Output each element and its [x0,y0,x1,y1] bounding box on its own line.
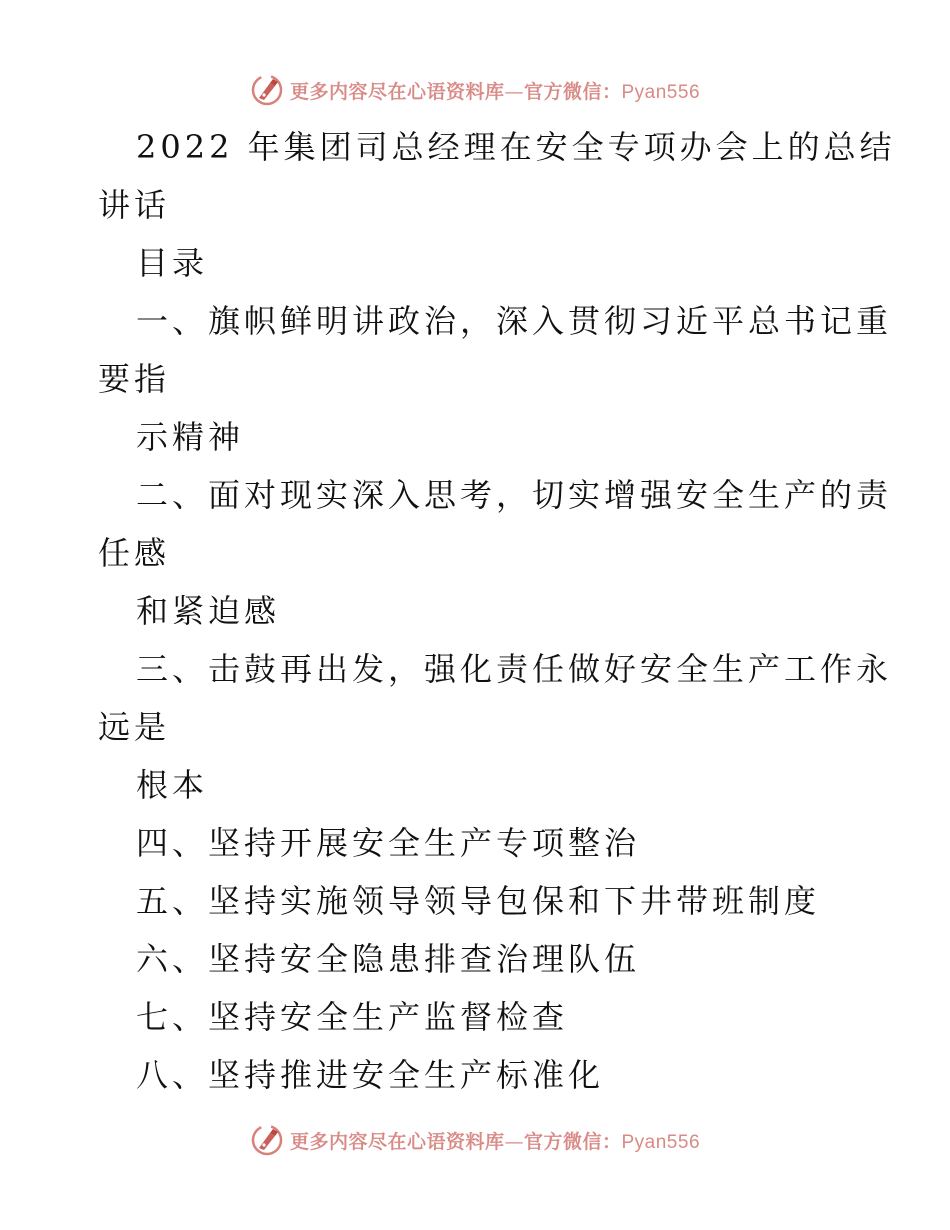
watermark-text [290,77,700,104]
toc-item-4: 四、坚持开展安全生产专项整治 [136,824,641,862]
watermark-site: 更多内容尽在心语资料库 [289,80,505,103]
pen-nib-logo-icon [250,73,284,107]
watermark-handle: Pyan556 [621,1131,701,1153]
watermark-separator: — [504,1130,524,1153]
toc-item-1-line-1: 一、旗帜鲜明讲政治，深入贯彻习近平总书记重 [136,302,893,340]
pen-nib-logo-icon [250,1123,284,1157]
watermark-text [290,1127,700,1154]
toc-item-3-line-1: 三、击鼓再出发，强化责任做好安全生产工作永 [136,650,893,688]
toc-item-1-line-2: 要指 [98,360,171,398]
toc-item-8: 八、坚持推进安全生产标准化 [136,1056,605,1094]
toc-item-6: 六、坚持安全隐患排查治理队伍 [136,940,641,978]
toc-item-5: 五、坚持实施领导领导包保和下井带班制度 [136,882,821,920]
document-title-line-1: 2022 年集团司总经理在安全专项办会上的总结 [136,128,896,166]
watermark-separator: — [504,80,524,103]
toc-item-3-line-2: 远是 [98,708,171,746]
toc-item-2-line-1: 二、面对现实深入思考，切实增强安全生产的责 [136,476,893,514]
toc-item-2-line-3: 和紧迫感 [136,592,281,630]
toc-item-1-line-3: 示精神 [136,418,245,456]
watermark-handle: Pyan556 [621,81,701,103]
watermark-header [0,70,950,110]
toc-item-3-line-3: 根本 [136,766,209,804]
document-title-line-2: 讲话 [98,186,171,224]
watermark-site: 更多内容尽在心语资料库 [289,1130,505,1153]
document-body [98,118,896,1104]
toc-heading: 目录 [136,244,209,282]
toc-item-7: 七、坚持安全生产监督检查 [136,998,569,1036]
watermark-suffix: 官方微信： [523,1130,622,1153]
watermark-suffix: 官方微信： [523,80,622,103]
watermark-footer [0,1120,950,1160]
toc-item-2-line-2: 任感 [98,534,171,572]
